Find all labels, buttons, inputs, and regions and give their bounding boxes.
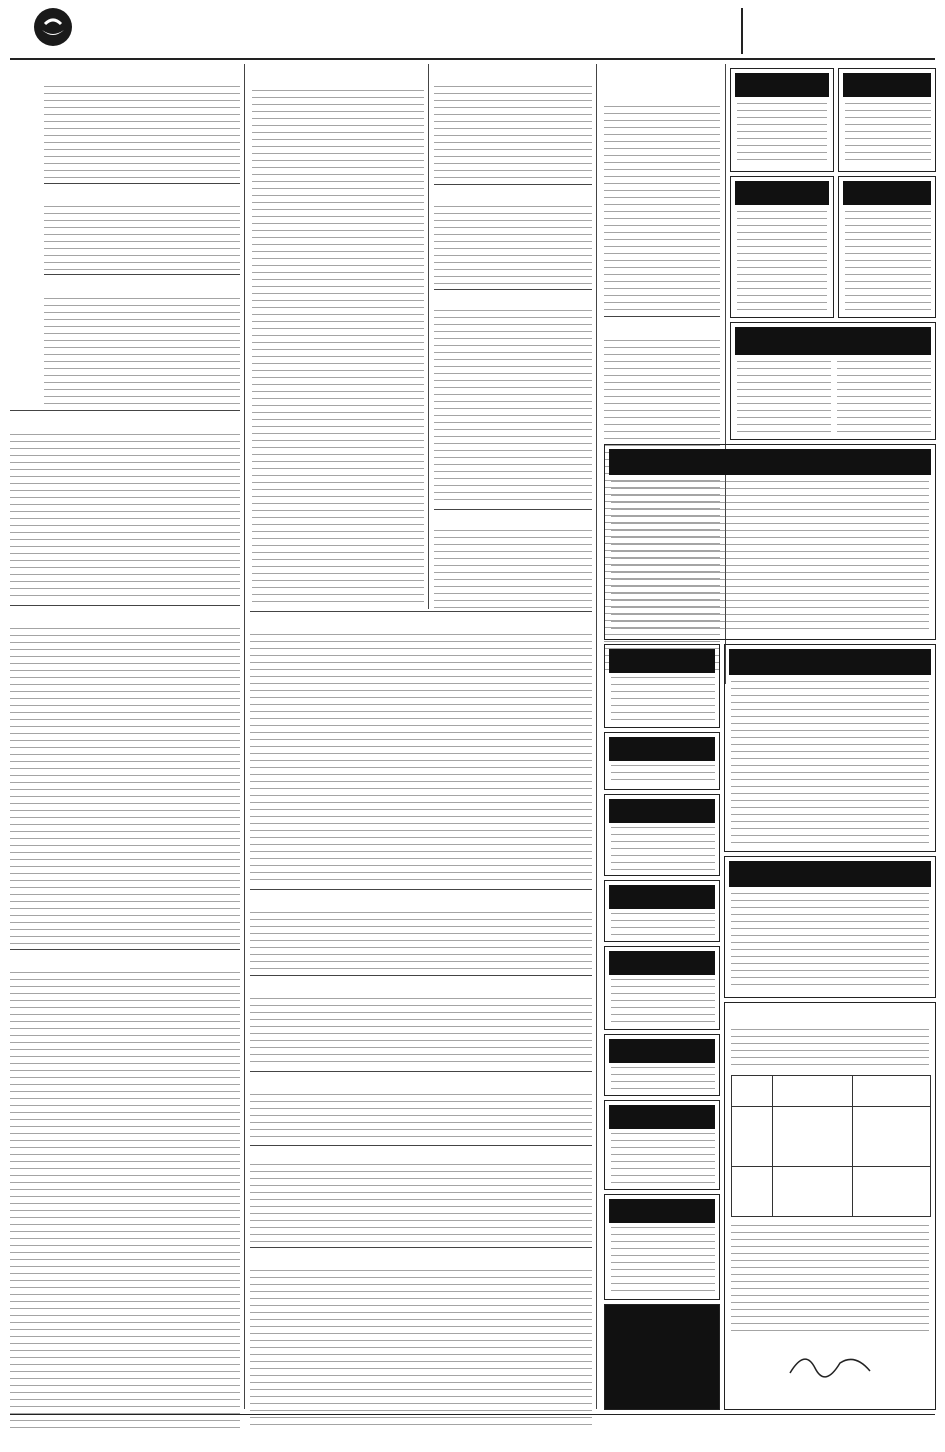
ad-box-18: [724, 1002, 936, 1410]
ad-box-11: [604, 946, 720, 1030]
ad-banner-7: [609, 649, 715, 673]
ad-box-8: [604, 732, 720, 790]
ad-box-13: [604, 1100, 720, 1190]
ad-banner-12: [609, 1039, 715, 1063]
ad-banner-9: [609, 799, 715, 823]
paper-name-logo: [752, 8, 912, 54]
ad-box-1: [730, 68, 834, 172]
ad-box-10: [604, 880, 720, 942]
ad-banner-3: [735, 181, 829, 205]
ad-banner-10: [609, 885, 715, 909]
ad-box-5: [730, 322, 936, 440]
signature-icon: [785, 1343, 875, 1383]
ad-banner-4: [843, 181, 931, 205]
ad-box-2: [838, 68, 936, 172]
ad-banner-11: [609, 951, 715, 975]
ad-banner-2: [843, 73, 931, 97]
ad-box-15: [604, 1304, 720, 1410]
ad-box-6: [604, 444, 936, 640]
ad-box-4: [838, 176, 936, 318]
ad-banner-5: [735, 327, 931, 355]
masthead: [0, 0, 945, 62]
ad-box-9: [604, 794, 720, 876]
ad-banner-14: [609, 1199, 715, 1223]
ad-banner-17: [729, 861, 931, 887]
ad-banner-8: [609, 737, 715, 761]
ad-banner-13: [609, 1105, 715, 1129]
ad-banner-6: [609, 449, 931, 475]
ad-banner-16: [729, 649, 931, 675]
ad-box-12: [604, 1034, 720, 1096]
notice-table: [731, 1075, 931, 1217]
ad-box-14: [604, 1194, 720, 1300]
ad-box-7: [604, 644, 720, 728]
ad-box-16: [724, 644, 936, 852]
ad-banner-1: [735, 73, 829, 97]
ad-box-3: [730, 176, 834, 318]
ad-box-17: [724, 856, 936, 998]
logo-emblem-icon: [32, 6, 74, 48]
